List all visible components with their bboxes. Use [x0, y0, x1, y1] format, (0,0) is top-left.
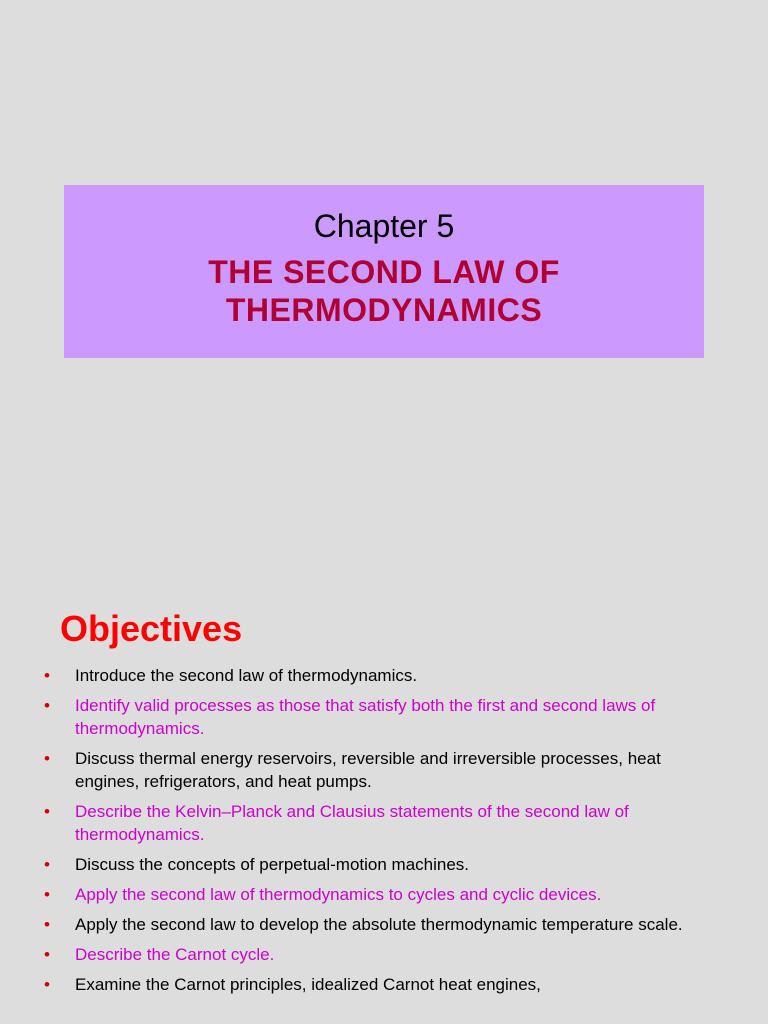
chapter-title-line-2: THERMODYNAMICS [225, 292, 543, 328]
objective-item [44, 913, 704, 936]
objective-text: Describe the Kelvin–Planck and Clausius statements of the second law of thermodynamics. [75, 802, 629, 844]
objective-item [44, 853, 704, 876]
title-box [64, 185, 704, 358]
objective-item [44, 694, 704, 740]
bullet-icon: • [44, 855, 50, 874]
objective-text: Introduce the second law of thermodynamics. [75, 666, 418, 685]
bullet-icon: • [44, 696, 50, 715]
objective-item [44, 747, 704, 793]
chapter-label: Chapter 5 [313, 208, 455, 244]
objective-text: Identify valid processes as those that satisfy both the first and second laws of thermodynamics. [75, 696, 656, 738]
objective-text: Discuss the concepts of perpetual-motion machines. [75, 855, 470, 874]
objective-item [44, 883, 704, 906]
bullet-icon: • [44, 749, 50, 768]
objective-text: Describe the Carnot cycle. [75, 945, 275, 964]
objective-text: Examine the Carnot principles, idealized Carnot heat engines, [75, 975, 541, 994]
objective-text: Apply the second law of thermodynamics to cycles and cyclic devices. [75, 885, 602, 904]
objective-text: Apply the second law to develop the absolute thermodynamic temperature scale. [75, 915, 683, 934]
chapter-title [64, 253, 704, 329]
objective-item [44, 800, 704, 846]
objectives-heading: Objectives [60, 608, 243, 649]
bullet-icon: • [44, 885, 50, 904]
objective-item [44, 943, 704, 966]
objective-item [44, 664, 704, 687]
objective-item [44, 973, 704, 996]
bullet-icon: • [44, 915, 50, 934]
objectives-list [44, 664, 704, 1003]
bullet-icon: • [44, 975, 50, 994]
bullet-icon: • [44, 945, 50, 964]
objective-text: Discuss thermal energy reservoirs, reversible and irreversible processes, heat engines, refrigerators, and heat pumps. [75, 749, 661, 791]
chapter-title-line-1: THE SECOND LAW OF [208, 254, 560, 290]
bullet-icon: • [44, 802, 50, 821]
bullet-icon: • [44, 666, 50, 685]
